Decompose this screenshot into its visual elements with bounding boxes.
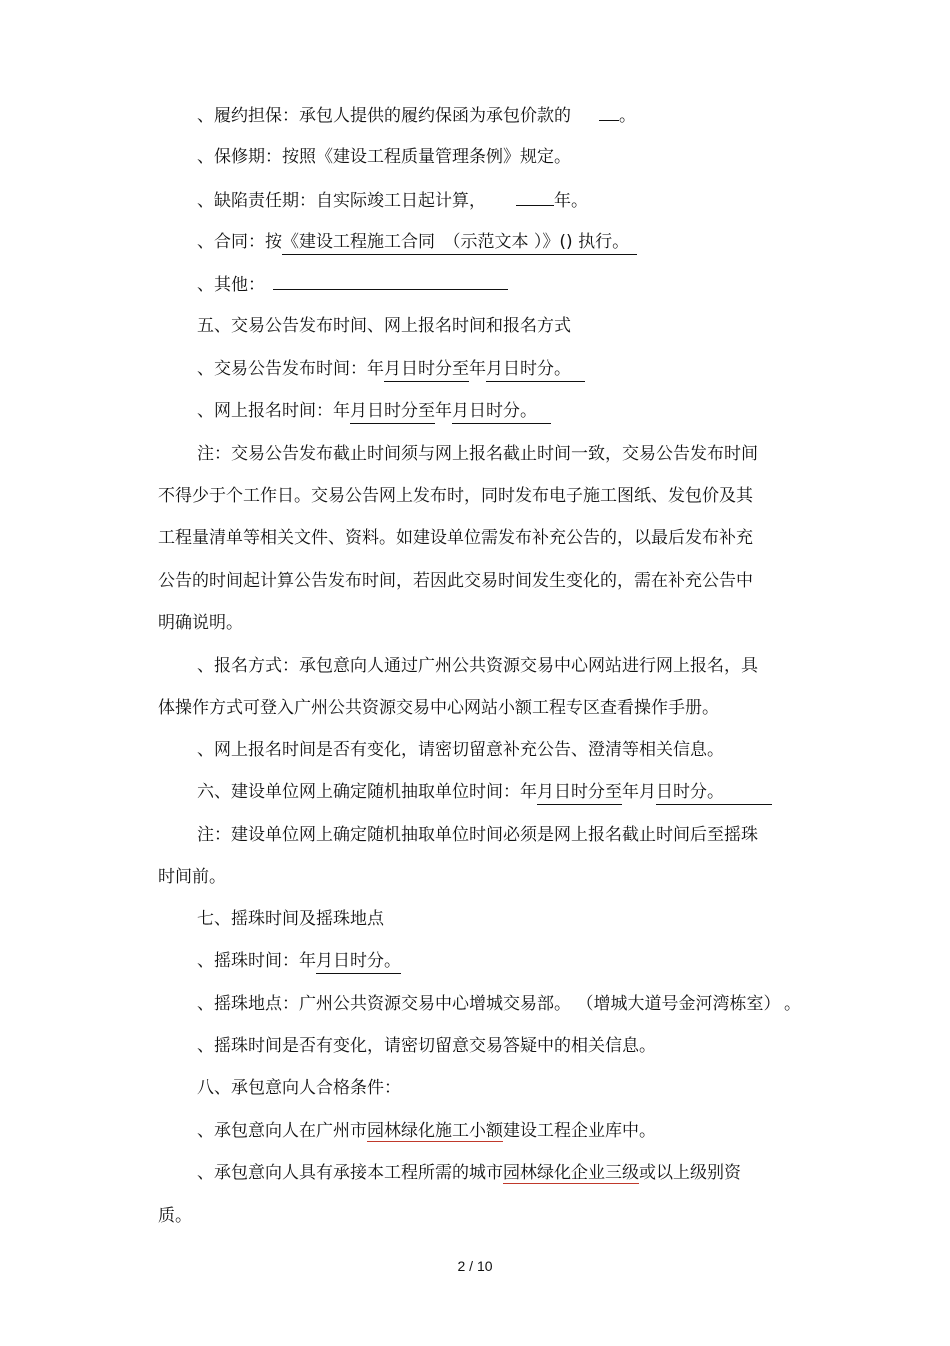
underlined-text: 园林绿化企业三级 (503, 1163, 639, 1183)
text: 、保修期：按照《建设工程质量管理条例》规定。 (197, 147, 571, 167)
line-lottery-place (197, 993, 801, 1015)
underlined-text: 日时分。 (656, 781, 772, 805)
text: 、承包意向人在广州市 (197, 1121, 367, 1141)
line-lottery-time (197, 950, 401, 974)
text: 、网上报名时间是否有变化，请密切留意补充公告、澄清等相关信息。 (197, 740, 724, 760)
blank-field (516, 189, 554, 206)
page-number: 2 / 10 (457, 1258, 493, 1274)
underlined-text: 《建设工程施工合同 （示范文本 ）》() 执行。 (282, 231, 637, 255)
underlined-text: 月日时分。 (486, 358, 585, 382)
line-announcement-time (197, 358, 585, 382)
text: 月 (639, 782, 656, 802)
text: 、合同：按 (197, 232, 282, 252)
text: 工程量清单等相关文件、资料。如建设单位需发布补充公告的，以最后发布补充 (158, 528, 753, 548)
text: 、交易公告发布时间：年 (197, 359, 384, 379)
text: 体操作方式可登入广州公共资源交易中心网站小额工程专区查看操作手册。 (158, 698, 719, 718)
text: 注：交易公告发布截止时间须与网上报名截止时间一致，交易公告发布时间 (197, 444, 758, 464)
text: 年 (469, 359, 486, 379)
line-defect-liability (197, 189, 588, 212)
text: 年 (435, 401, 452, 421)
text: 或以 (639, 1163, 673, 1183)
line-other (197, 273, 508, 296)
blank-field (599, 104, 619, 121)
text: 质。 (158, 1206, 192, 1226)
text: 年 (622, 782, 639, 802)
text: 五、交易公告发布时间、网上报名时间和报名方式 (197, 316, 571, 336)
paragraph-line (158, 697, 719, 719)
text: 不得少于个工作日。交易公告网上发布时，同时发布电子施工图纸、发包价及其 (158, 486, 753, 506)
paragraph-line (197, 1162, 741, 1184)
text: 、履约担保：承包人提供的履约保函为承包价款的 (197, 106, 571, 126)
line-warranty-period (197, 146, 571, 168)
text: 七、摇珠时间及摇珠地点 (197, 909, 384, 929)
paragraph-line (197, 739, 724, 761)
text: 建设工程企业库中。 (503, 1121, 656, 1141)
blank-field (273, 273, 508, 290)
text: 年。 (554, 191, 588, 211)
paragraph-line (158, 1205, 192, 1227)
underlined-text: 园林绿化施工小额 (367, 1121, 503, 1141)
paragraph-line (197, 1120, 656, 1142)
text: 注：建设单位网上确定随机抽取单位时间必须是网上报名截止时间后至摇珠 (197, 825, 758, 845)
paragraph-line (158, 612, 243, 634)
text: 明确说明。 (158, 613, 243, 633)
paragraph-line (158, 527, 753, 549)
underlined-text: 月日时分。 (316, 950, 401, 974)
text: 六、建设单位网上确定随机抽取单位时间：年 (197, 782, 537, 802)
underlined-text: 月日时分。 (452, 400, 551, 424)
section-heading-6 (197, 781, 772, 805)
paragraph-line (197, 655, 758, 677)
text: 、其他： (197, 275, 265, 295)
text: 。 (784, 994, 801, 1014)
text: 公告的时间起计算公告发布时间，若因此交易时间发生变化的，需在补充公告中 (158, 571, 753, 591)
text: （增城大道号金河湾栋室） (585, 994, 772, 1014)
line-performance-bond (197, 104, 636, 127)
paragraph-line (158, 570, 753, 592)
underlined-text: 月日时分至 (384, 358, 469, 382)
section-heading-7 (197, 908, 384, 930)
paragraph-line (197, 443, 758, 465)
text: 。 (619, 106, 636, 126)
paragraph-line (197, 1035, 656, 1057)
line-contract (197, 231, 637, 255)
text: 八、承包意向人合格条件： (197, 1078, 401, 1098)
line-registration-time (197, 400, 551, 424)
paragraph-line (158, 485, 753, 507)
text: 、摇珠地点：广州公共资源交易中心增城交易部。 (197, 994, 571, 1014)
underlined-text: 月日时分至 (350, 400, 435, 424)
underlined-text: 月日时分至 (537, 781, 622, 805)
text: 、网上报名时间：年 (197, 401, 350, 421)
text: 、报名方式：承包意向人通过广州公共资源交易中心网站进行网上报名，具 (197, 656, 758, 676)
text: 、摇珠时间：年 (197, 951, 316, 971)
paragraph-line (197, 824, 758, 846)
text: 、缺陷责任期：自实际竣工日起计算， (197, 191, 486, 211)
section-heading-8 (197, 1077, 401, 1099)
text: 时间前。 (158, 867, 226, 887)
text: 、摇珠时间是否有变化，请密切留意交易答疑中的相关信息。 (197, 1036, 656, 1056)
text: 、承包意向人具有承接本工程所需的城市 (197, 1163, 503, 1183)
text: 上级别资 (673, 1163, 741, 1183)
section-heading-5 (197, 315, 571, 337)
paragraph-line (158, 866, 226, 888)
